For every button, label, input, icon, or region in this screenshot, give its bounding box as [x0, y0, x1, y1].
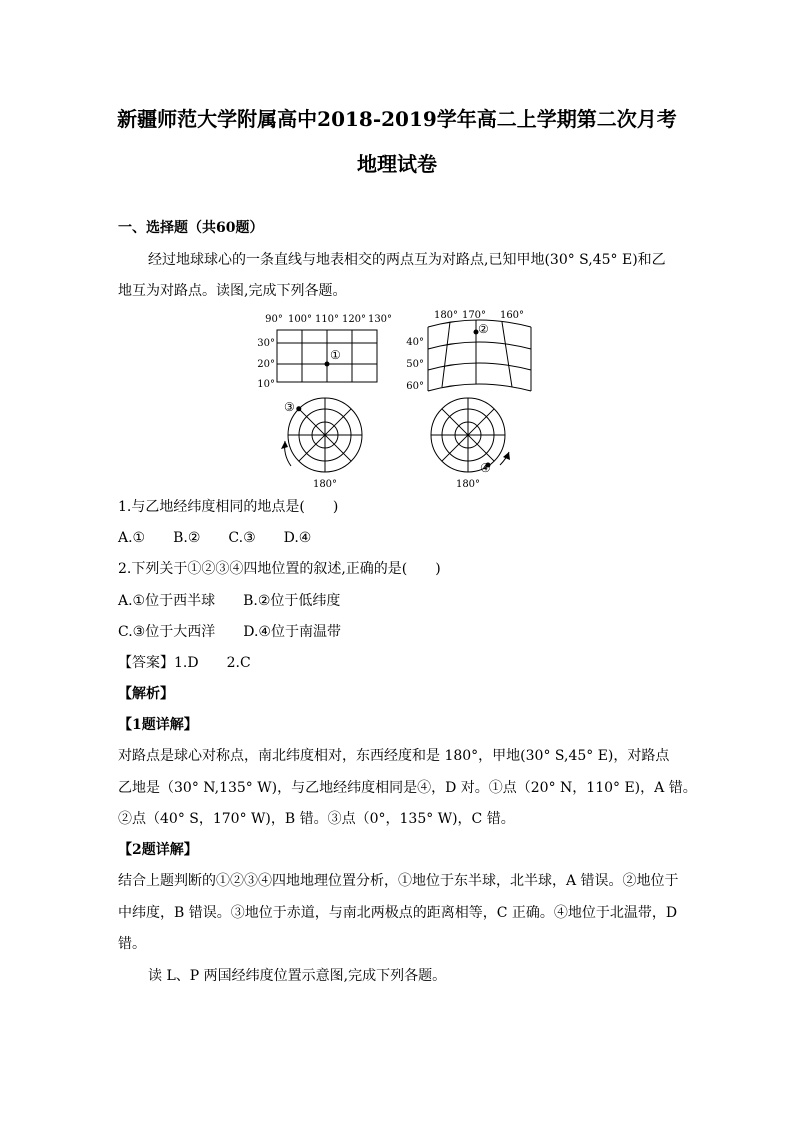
question-1-options: A.① B.② C.③ D.④ — [118, 530, 312, 546]
detail-2-line-1: 结合上题判断的①②③④四地地理位置分析，①地位于东半球，北半球，A 错误。②地位于 — [118, 873, 679, 889]
g2-lon-180: 180° — [433, 310, 459, 321]
detail-1-line-2: 乙地是（30° N,135° W)，与乙地经纬度相同是④，D 对。①点（20° N，110° E)，A 错。 — [118, 780, 697, 796]
intro-line-1: 经过地球球心的一条直线与地表相交的两点互为对路点,已知甲地(30° S,45° E)和乙 — [148, 252, 666, 268]
question-2: 2.下列关于①②③④四地位置的叙述,正确的是( ) — [118, 561, 441, 577]
detail-2-heading: 【2题详解】 — [118, 842, 198, 858]
point-4-label: ④ — [480, 461, 491, 475]
g2-lat-50: 50° — [406, 359, 424, 370]
question-figure — [250, 305, 550, 490]
detail-2-line-3: 错。 — [118, 936, 146, 952]
g2-lon-170: 170° — [461, 310, 487, 321]
polar-2-label-180: 180° — [455, 479, 481, 490]
detail-1-line-1: 对路点是球心对称点，南北纬度相对，东西经度和是 180°，甲地(30° S,45° E)，对路点 — [118, 748, 670, 764]
g1-lon-90: 90° — [265, 314, 283, 325]
g1-lon-120: 120° — [341, 314, 367, 325]
answer-line: 【答案】1.D 2.C — [118, 655, 251, 671]
g1-lat-10: 10° — [257, 379, 275, 390]
rotation-arrow-2 — [503, 452, 510, 460]
g1-lat-30: 30° — [257, 338, 275, 349]
detail-2-line-2: 中纬度，B 错误。③地位于赤道，与南北两极点的距离相等，C 正确。④地位于北温带，D — [118, 905, 678, 921]
grid-map-1 — [277, 330, 377, 382]
next-section-intro: 读 L、P 两国经纬度位置示意图,完成下列各题。 — [148, 968, 447, 984]
point-3-dot — [296, 406, 301, 411]
polar-1-label-180: 180° — [312, 479, 338, 490]
g1-lon-130: 130° — [367, 314, 393, 325]
detail-1-line-3: ②点（40° S，170° W)，B 错。③点（0°，135° W)，C 错。 — [118, 811, 515, 827]
g2-lon-160: 160° — [499, 310, 525, 321]
detail-1-heading: 【1题详解】 — [118, 717, 198, 733]
polar-map-2 — [431, 398, 509, 472]
g2-lat-60: 60° — [406, 381, 424, 392]
question-2-options-row-1: A.①位于西半球 B.②位于低纬度 — [118, 593, 341, 609]
g2-lat-40: 40° — [406, 337, 424, 348]
polar-map-1 — [285, 398, 362, 472]
point-3-label: ③ — [284, 400, 295, 414]
g1-lon-110: 110° — [314, 314, 340, 325]
g1-lat-20: 20° — [257, 359, 275, 370]
title-line-1: 新疆师范大学附属高中2018-2019学年高二上学期第二次月考 — [117, 107, 677, 131]
question-2-options-row-2: C.③位于大西洋 D.④位于南温带 — [118, 624, 341, 640]
rotation-arrow-1 — [281, 441, 288, 449]
title-line-2: 地理试卷 — [357, 152, 437, 176]
analysis-heading: 【解析】 — [118, 686, 174, 702]
question-1: 1.与乙地经纬度相同的地点是( ) — [118, 499, 339, 515]
point-1-dot — [325, 362, 330, 367]
point-1-label: ① — [330, 348, 341, 362]
section-heading: 一、选择题（共60题） — [118, 220, 264, 236]
g1-lon-100: 100° — [287, 314, 313, 325]
intro-line-2: 地互为对路点。读图,完成下列各题。 — [118, 283, 347, 299]
point-2-label: ② — [478, 322, 489, 336]
